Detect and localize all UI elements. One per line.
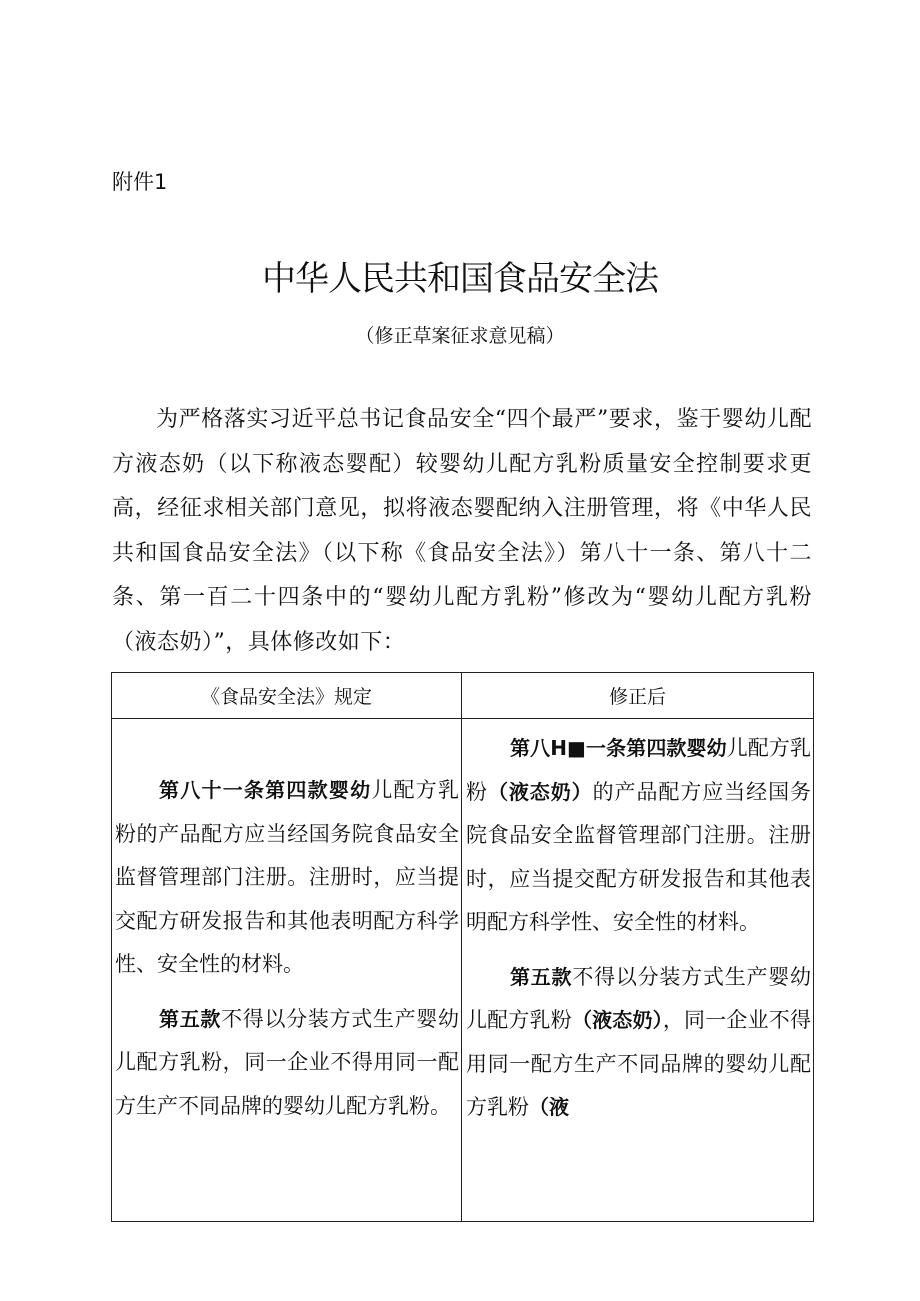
clause-heading: 第五款 bbox=[159, 1006, 222, 1031]
intro-paragraph: 为严格落实习近平总书记食品安全“四个最严”要求，鉴于婴幼儿配方液态奶（以下称液态婴配）较婴幼儿配方乳粉质量安全控制要求更高，经征求相关部门意见，拟将液态婴配纳入注册管理，将《中华人民共和国食品安全法》（以下称《食品安全法》）第八十一条、第八十二条、第一百二十四条中的“婴幼儿配方乳粉”修改为“婴幼儿配方乳粉（液态奶）”，具体修改如下： bbox=[112, 407, 812, 655]
document-subtitle: （修正草案征求意见稿） bbox=[355, 325, 565, 347]
liquid-milk-note-truncated: （液 bbox=[529, 1095, 569, 1119]
header-original-provision: 《食品安全法》规定 bbox=[112, 673, 462, 719]
original-article-81-clause-5 bbox=[115, 998, 459, 1129]
clause-heading: 第五款 bbox=[510, 964, 573, 989]
original-provision-cell bbox=[112, 719, 462, 1222]
liquid-milk-note: （液态奶） bbox=[487, 779, 593, 804]
table-header-row bbox=[112, 673, 814, 719]
clause-text: 儿配方乳粉的产品配方应当经国务院食品安全监督管理部门注册。注册时，应当提交配方研发报告和其他表明配方科学性、安全性的材料。 bbox=[115, 778, 460, 976]
comparison-table bbox=[111, 672, 814, 1222]
revised-provision-cell bbox=[462, 719, 814, 1222]
attachment-label: 附件1 bbox=[112, 170, 168, 194]
revised-article-81-clause-5 bbox=[466, 956, 811, 1130]
clause-text: 不得以分装方式生产婴幼儿配方乳粉，同一企业不得用同一配方生产不同品牌的婴幼儿配方乳粉。 bbox=[115, 1006, 460, 1118]
clause-text: ，同一企业不得用同一配方生产不同品牌的婴幼儿配方乳粉 bbox=[466, 1008, 811, 1119]
revised-article-81-clause-4 bbox=[466, 727, 811, 945]
header-revised-provision: 修正后 bbox=[462, 673, 814, 719]
liquid-milk-note: （液态奶） bbox=[571, 1008, 663, 1032]
clause-text: 的产品配方应当经国务院食品安全监督管理部门注册。注册时，应当提交配方研发报告和其他表明配方科学性、安全性的材料。 bbox=[466, 779, 812, 934]
table-row bbox=[112, 719, 814, 1222]
document-title: 中华人民共和国食品安全法 bbox=[262, 259, 658, 299]
clause-text: 儿配方乳粉 bbox=[466, 736, 811, 804]
clause-heading: 第八十一条第四款婴幼 bbox=[159, 778, 372, 802]
clause-heading: 第八H■一条第四款婴幼 bbox=[510, 736, 727, 760]
clause-text: 不得以分装方式生产婴幼儿配方乳粉 bbox=[466, 964, 812, 1032]
original-article-81-clause-4 bbox=[115, 769, 459, 987]
